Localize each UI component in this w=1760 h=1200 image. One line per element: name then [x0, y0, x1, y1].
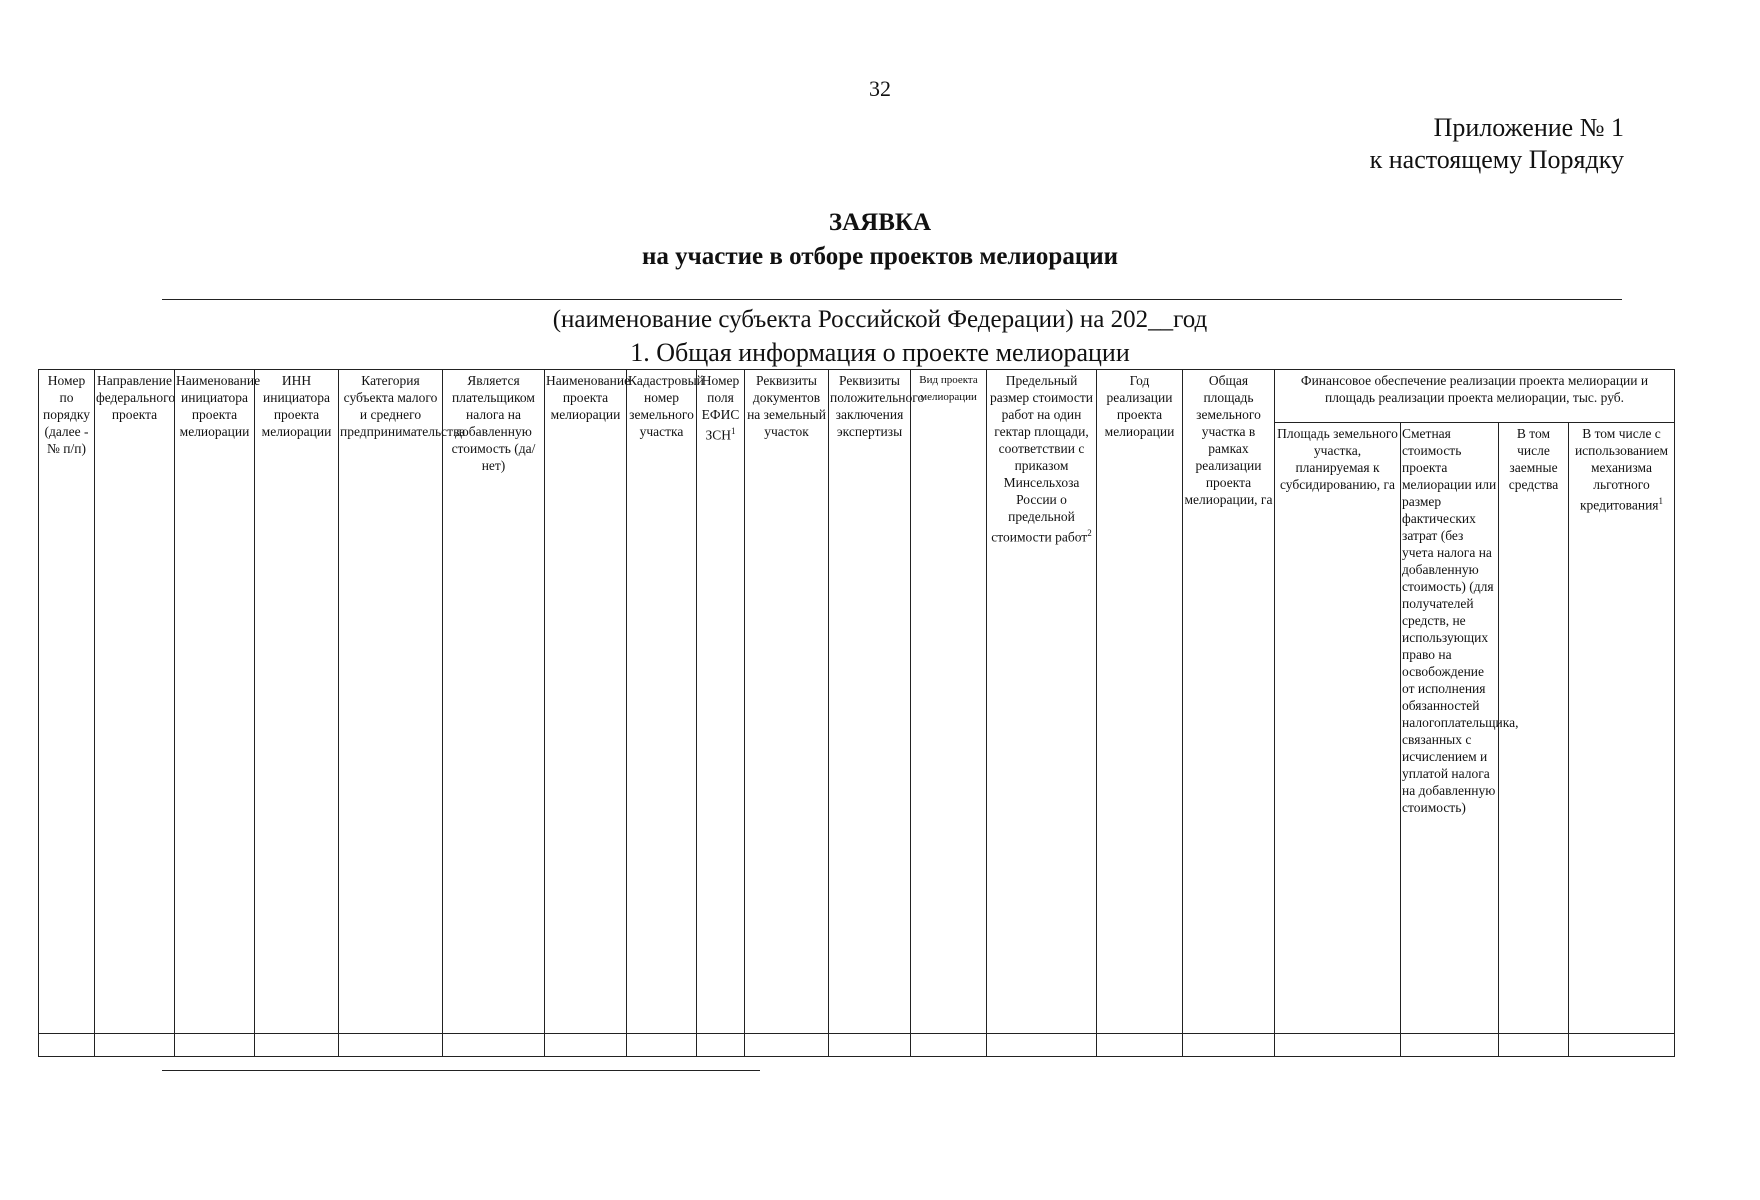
col-initiator-inn: ИНН инициатора проекта мелиорации — [255, 370, 339, 1034]
table-cell[interactable] — [95, 1034, 175, 1057]
table-cell[interactable] — [745, 1034, 829, 1057]
section-title: 1. Общая информация о проекте мелиорации — [630, 338, 1130, 367]
footnote-mark: 1 — [731, 426, 736, 436]
col-row-number: Номер по порядку (далее - № п/п) — [39, 370, 95, 1034]
table-cell[interactable] — [911, 1034, 987, 1057]
table-cell[interactable] — [545, 1034, 627, 1057]
col-price-limit — [987, 370, 1097, 1034]
table-cell[interactable] — [443, 1034, 545, 1057]
col-year: Год реализации проекта мелиорации — [1097, 370, 1183, 1034]
appendix-line-1: Приложение № 1 — [1433, 113, 1624, 142]
col-total-area: Общая площадь земельного участка в рамках реализации проекта мелиорации, га — [1183, 370, 1275, 1034]
col-federal-project: Направление федерального проекта — [95, 370, 175, 1034]
table-cell[interactable] — [39, 1034, 95, 1057]
table-cell[interactable] — [175, 1034, 255, 1057]
col-cadastral-number: Кадастровый номер земельного участка — [627, 370, 697, 1034]
table-cell[interactable] — [1183, 1034, 1275, 1057]
col-preferential-credit — [1569, 423, 1675, 1034]
page-number: 32 — [869, 76, 891, 101]
appendix-line-2: к настоящему Порядку — [1369, 145, 1624, 174]
title-line-2: на участие в отборе проектов мелиорации — [641, 243, 1119, 270]
table-row — [39, 1034, 1675, 1057]
col-land-documents: Реквизиты документов на земельный участок — [745, 370, 829, 1034]
col-price-limit-label: Предельный размер стоимости работ на один гектар площади, соответствии с приказом Минсельхоза России о предельной стоимости работ — [990, 373, 1093, 545]
table-cell[interactable] — [987, 1034, 1097, 1057]
table-cell[interactable] — [697, 1034, 745, 1057]
col-subsidized-area: Площадь земельного участка, планируемая к субсидированию, га — [1275, 423, 1401, 1034]
table-cell[interactable] — [1569, 1034, 1675, 1057]
col-sme-category: Категория субъекта малого и среднего предпринимательства — [339, 370, 443, 1034]
col-project-name: Наименование проекта мелиорации — [545, 370, 627, 1034]
table-cell[interactable] — [829, 1034, 911, 1057]
table-cell[interactable] — [1499, 1034, 1569, 1057]
footnote-mark: 2 — [1087, 528, 1092, 538]
col-estimated-cost: Сметная стоимость проекта мелиорации или размер фактических затрат (без учета налога на добавленную стоимость) (для получателей средств, не использующих право на освобождение от исполнения обязанностей налогоплательщика, связанных с исчислением и уплатой налога на добавленную стоимость) — [1401, 423, 1499, 1034]
col-vat-payer: Является плательщиком налога на добавленную стоимость (да/нет) — [443, 370, 545, 1034]
col-project-type: Вид проекта мелиорации — [911, 370, 987, 1034]
footnote-mark: 1 — [1658, 496, 1664, 507]
col-financial-group: Финансовое обеспечение реализации проекта мелиорации и площадь реализации проекта мелиорации, тыс. руб. — [1275, 370, 1675, 423]
col-preferential-credit-label: В том числе с использованием механизма льготного кредитования — [1574, 426, 1669, 513]
table-cell[interactable] — [1401, 1034, 1499, 1057]
footnote-separator — [162, 1070, 760, 1071]
col-expertise: Реквизиты положительного заключения экспертизы — [829, 370, 911, 1034]
subject-caption: (наименование субъекта Российской Федерации) на 202__год — [552, 306, 1208, 333]
document-title — [0, 206, 1760, 274]
col-efis-field — [697, 370, 745, 1034]
col-initiator-name: Наименование инициатора проекта мелиорации — [175, 370, 255, 1034]
table-cell[interactable] — [339, 1034, 443, 1057]
table-cell[interactable] — [1275, 1034, 1401, 1057]
title-line-1: ЗАЯВКА — [828, 209, 932, 236]
col-borrowed-funds: В том числе заемные средства — [1499, 423, 1569, 1034]
col-efis-field-label: Номер поля ЕФИС ЗСН — [701, 373, 740, 443]
appendix-reference — [1370, 112, 1624, 176]
table-cell[interactable] — [255, 1034, 339, 1057]
subject-fill-line — [162, 299, 1622, 300]
table-cell[interactable] — [627, 1034, 697, 1057]
application-form-table — [38, 369, 1675, 1057]
table-cell[interactable] — [1097, 1034, 1183, 1057]
